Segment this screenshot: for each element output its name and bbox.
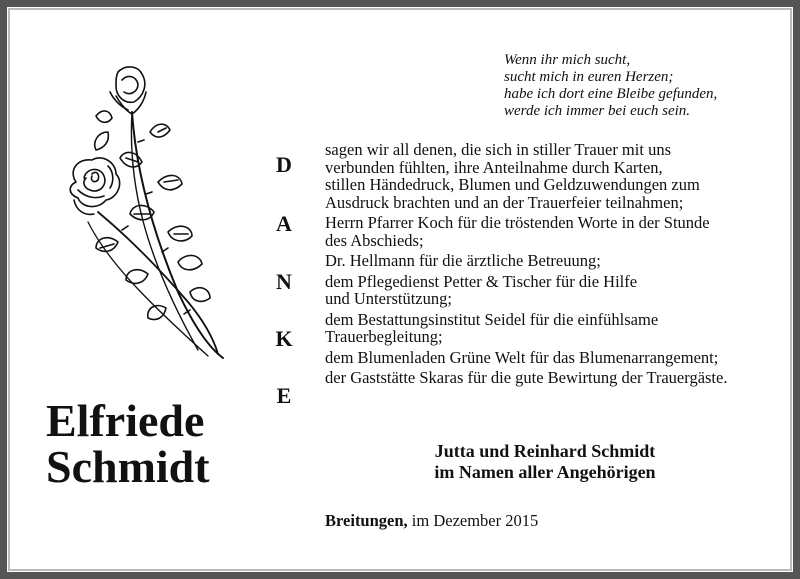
thanks-line: Herrn Pfarrer Koch für die tröstenden Worte in der Stunde	[325, 213, 710, 232]
poem-line: werde ich immer bei euch sein.	[504, 103, 691, 119]
thanks-line: Dr. Hellmann für die ärztliche Betreuung;	[325, 251, 601, 270]
poem-line: Wenn ihr mich sucht,	[504, 52, 631, 68]
thanks-entry	[325, 273, 765, 308]
thanks-line: des Abschieds;	[325, 230, 424, 250]
thanks-entry	[325, 252, 765, 270]
place-date	[325, 511, 538, 531]
signers-names: Jutta und Reinhard Schmidt	[434, 441, 656, 461]
thanks-line: dem Pflegedienst Petter & Tischer für die Hilfe	[325, 271, 638, 291]
thanks-entry	[325, 311, 765, 346]
poem-line: habe ich dort eine Bleibe gefunden,	[504, 86, 718, 102]
deceased-name	[46, 395, 210, 492]
danke-letter: K	[275, 326, 293, 351]
last-name: Schmidt	[46, 441, 210, 492]
signers	[395, 441, 695, 483]
thanks-line: Trauerbegleitung;	[325, 327, 443, 346]
first-name: Elfriede	[46, 395, 205, 446]
thanks-entry	[325, 369, 765, 387]
thanks-entry	[325, 141, 765, 211]
rose-illustration	[58, 62, 236, 360]
danke-letter: D	[276, 152, 292, 177]
thanks-line: dem Blumenladen Grüne Welt für das Blumenarrangement;	[325, 347, 719, 367]
thanks-line: stillen Händedruck, Blumen und Geldzuwendungen zum	[325, 175, 700, 194]
thanks-line: sagen wir all denen, die sich in stiller Trauer mit uns	[325, 140, 671, 159]
poem-line: sucht mich in euren Herzen;	[504, 69, 674, 85]
thanks-line: Ausdruck brachten und an der Trauerfeier teilnahmen;	[325, 192, 684, 212]
place-name: Breitungen,	[325, 511, 408, 530]
thanks-line: verbunden fühlten, ihre Anteilnahme durch Karten,	[325, 157, 663, 177]
date-text: im Dezember 2015	[411, 511, 539, 530]
thanks-line: der Gaststätte Skaras für die gute Bewirtung der Trauergäste.	[325, 368, 728, 387]
thanks-line: und Unterstützung;	[325, 289, 452, 308]
thanks-list	[325, 141, 765, 390]
signers-subtitle: im Namen aller Angehörigen	[434, 462, 656, 482]
thanks-entry	[325, 349, 765, 367]
danke-letter: N	[276, 269, 292, 294]
danke-letter: E	[276, 383, 292, 408]
thanks-line: dem Bestattungsinstitut Seidel für die einfühlsame	[325, 309, 659, 329]
thanks-entry	[325, 214, 765, 249]
poem	[504, 52, 774, 120]
danke-letter: A	[276, 211, 292, 236]
